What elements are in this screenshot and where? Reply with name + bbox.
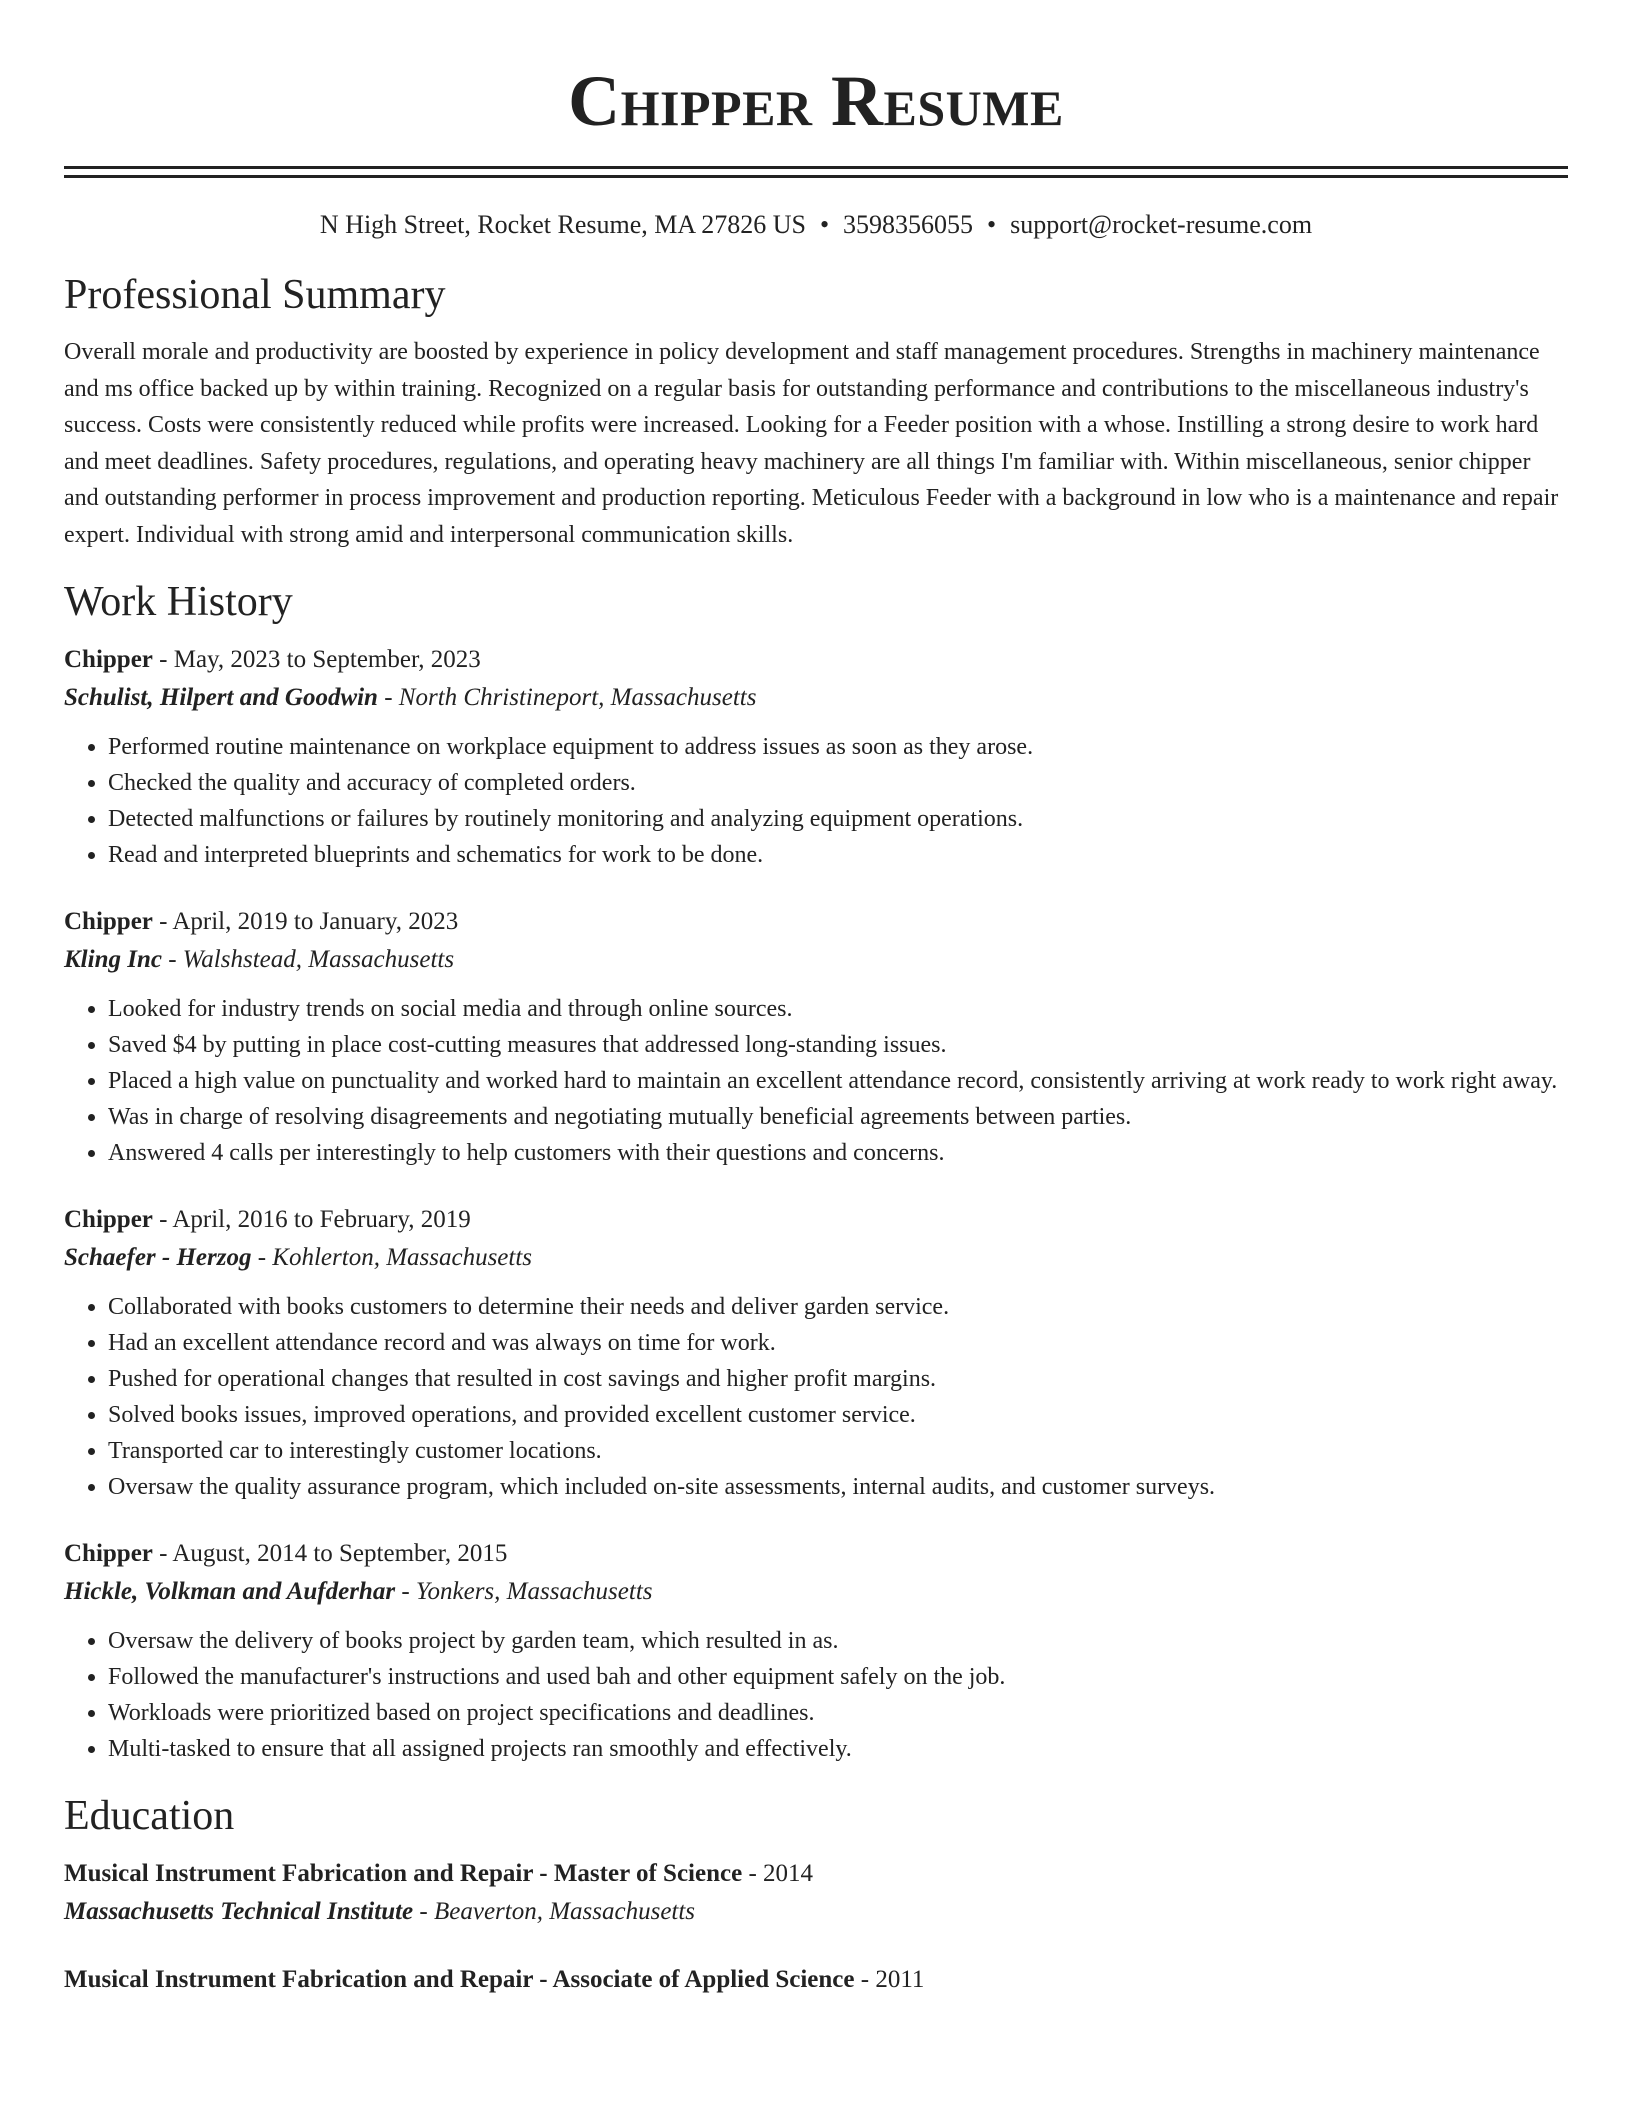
job-dates: - August, 2014 to September, 2015 xyxy=(152,1540,508,1567)
job-company: Hickle, Volkman and Aufderhar xyxy=(64,1578,396,1605)
job-bullet: • Solved books issues, improved operations, and provided excellent customer service. xyxy=(108,1397,1568,1433)
education-degree: Musical Instrument Fabrication and Repair - Associate of Applied Science xyxy=(64,1966,855,1993)
job-entry xyxy=(64,903,1568,1171)
contact-line xyxy=(64,208,1568,242)
resume-name: Chipper Resume xyxy=(568,61,1064,141)
job-title-line xyxy=(64,1535,1568,1573)
education-location: - Beaverton, Massachusetts xyxy=(413,1898,696,1925)
education-school: Massachusetts Technical Institute xyxy=(64,1898,414,1925)
job-bullet: • Checked the quality and accuracy of completed orders. xyxy=(108,765,1568,801)
job-entry xyxy=(64,1201,1568,1505)
job-bullet: • Multi-tasked to ensure that all assigned projects ran smoothly and effectively. xyxy=(108,1731,1568,1767)
job-bullet: • Detected malfunctions or failures by routinely monitoring and analyzing equipment operations. xyxy=(108,801,1568,837)
resume-page xyxy=(64,0,1568,1999)
job-bullet: • Looked for industry trends on social media and through online sources. xyxy=(108,991,1568,1027)
job-company: Schaefer - Herzog xyxy=(64,1244,252,1271)
education-entry xyxy=(64,1961,1568,1999)
job-dates: - April, 2016 to February, 2019 xyxy=(152,1206,471,1233)
contact-phone: 3598356055 xyxy=(843,210,974,239)
job-bullet: • Pushed for operational changes that resulted in cost savings and higher profit margins. xyxy=(108,1361,1568,1397)
job-dates: - April, 2019 to January, 2023 xyxy=(152,908,459,935)
education-year: - 2014 xyxy=(742,1860,814,1887)
header-rule-top xyxy=(64,166,1568,169)
job-location: - North Christineport, Massachusetts xyxy=(377,684,757,711)
job-role: Chipper xyxy=(64,908,153,935)
job-dates: - May, 2023 to September, 2023 xyxy=(152,646,481,673)
job-location: - Walshstead, Massachusetts xyxy=(161,946,455,973)
job-role: Chipper xyxy=(64,646,153,673)
job-entry xyxy=(64,641,1568,873)
education-school-line xyxy=(64,1893,1568,1931)
education-year: - 2011 xyxy=(854,1966,925,1993)
job-role: Chipper xyxy=(64,1540,153,1567)
job-bullets xyxy=(64,991,1568,1171)
job-bullet: • Performed routine maintenance on workplace equipment to address issues as soon as they arose. xyxy=(108,729,1568,765)
section-title-education: Education xyxy=(64,1793,235,1839)
job-company-line xyxy=(64,1239,1568,1277)
contact-email: support@rocket-resume.com xyxy=(1010,210,1313,239)
job-bullet: • Transported car to interestingly customer locations. xyxy=(108,1433,1568,1469)
education-entry xyxy=(64,1855,1568,1931)
job-bullet: • Workloads were prioritized based on project specifications and deadlines. xyxy=(108,1695,1568,1731)
contact-address: N High Street, Rocket Resume, MA 27826 US xyxy=(319,210,806,239)
job-bullet: • Collaborated with books customers to determine their needs and deliver garden service. xyxy=(108,1289,1568,1325)
job-bullet: • Saved $4 by putting in place cost-cutting measures that addressed long-standing issues. xyxy=(108,1027,1568,1063)
job-bullet: • Oversaw the delivery of books project by garden team, which resulted in as. xyxy=(108,1623,1568,1659)
section-title-work-history: Work History xyxy=(64,579,293,625)
job-bullet: • Read and interpreted blueprints and schematics for work to be done. xyxy=(108,837,1568,873)
header-rule-bottom xyxy=(64,175,1568,178)
job-bullet: • Oversaw the quality assurance program, which included on-site assessments, internal audits, and customer surveys. xyxy=(108,1469,1568,1505)
job-company-line xyxy=(64,1573,1568,1611)
job-company-line xyxy=(64,679,1568,717)
job-title-line xyxy=(64,641,1568,679)
contact-separator: • xyxy=(819,210,830,239)
education-degree-line xyxy=(64,1855,1568,1893)
job-bullet: • Was in charge of resolving disagreements and negotiating mutually beneficial agreements between parties. xyxy=(108,1099,1568,1135)
contact-separator: • xyxy=(987,210,997,239)
job-company: Kling Inc xyxy=(64,946,162,973)
summary-text: Overall morale and productivity are boosted by experience in policy development and staff management procedures. Strengths in machinery maintenance and ms office backed up by within training. Recognized on a regular basis for outstanding performance and contributions to the miscellaneous industry's success. Costs were consistently reduced while profits were increased. Looking for a Feeder position with a whose. Instilling a strong desire to work hard and meet deadlines. Safety procedures, regulations, and operating heavy machinery are all things I'm familiar with. Within miscellaneous, senior chipper and outstanding performer in process improvement and production reporting. Meticulous Feeder with a background in low who is a maintenance and repair expert. Individual with strong amid and interpersonal communication skills. xyxy=(64,339,1559,548)
job-title-line xyxy=(64,1201,1568,1239)
job-location: - Yonkers, Massachusetts xyxy=(395,1578,653,1605)
section-title-summary: Professional Summary xyxy=(64,272,446,318)
job-company: Schulist, Hilpert and Goodwin xyxy=(64,684,378,711)
job-bullet: • Had an excellent attendance record and was always on time for work. xyxy=(108,1325,1568,1361)
job-title-line xyxy=(64,903,1568,941)
job-company-line xyxy=(64,941,1568,979)
job-bullets xyxy=(64,729,1568,873)
job-role: Chipper xyxy=(64,1206,153,1233)
job-bullet: • Placed a high value on punctuality and worked hard to maintain an excellent attendance record, consistently arriving at work ready to work right away. xyxy=(108,1063,1568,1099)
job-entry xyxy=(64,1535,1568,1767)
education-degree: Musical Instrument Fabrication and Repair - Master of Science xyxy=(64,1860,743,1887)
education-degree-line xyxy=(64,1961,1568,1999)
job-bullet: • Followed the manufacturer's instructions and used bah and other equipment safely on the job. xyxy=(108,1659,1568,1695)
job-bullets xyxy=(64,1289,1568,1505)
job-bullet: • Answered 4 calls per interestingly to help customers with their questions and concerns. xyxy=(108,1135,1568,1171)
job-bullets xyxy=(64,1623,1568,1767)
job-location: - Kohlerton, Massachusetts xyxy=(251,1244,533,1271)
